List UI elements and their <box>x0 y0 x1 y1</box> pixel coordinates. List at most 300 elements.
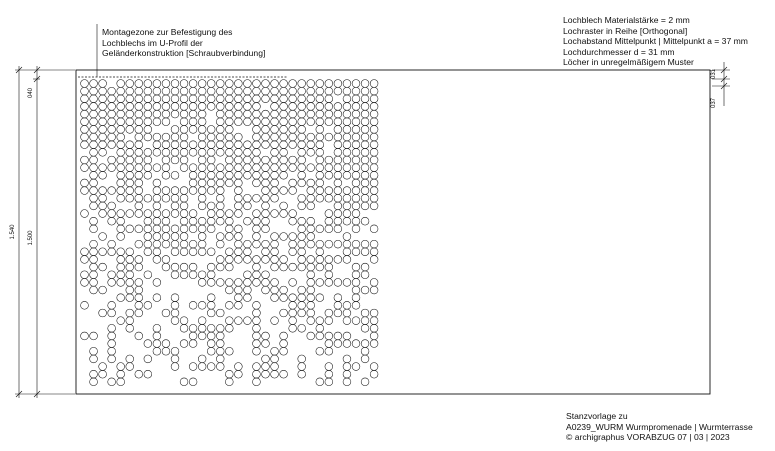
perforation-hole <box>162 141 170 149</box>
perforation-hole <box>370 340 378 348</box>
perforation-hole <box>108 187 116 195</box>
perforation-hole <box>180 148 188 156</box>
perforation-hole <box>244 217 252 225</box>
perforation-hole <box>325 80 333 88</box>
perforation-hole <box>361 240 369 248</box>
perforation-hole <box>316 179 324 187</box>
perforation-hole <box>244 103 252 111</box>
perforation-hole <box>189 110 197 118</box>
perforation-hole <box>316 240 324 248</box>
perforation-hole <box>280 141 288 149</box>
perforation-hole <box>280 95 288 103</box>
perforation-hole <box>262 286 270 294</box>
perforation-hole <box>99 309 107 317</box>
perforation-hole <box>216 95 224 103</box>
perforation-hole <box>117 125 125 133</box>
perforation-hole <box>216 355 224 363</box>
perforation-hole <box>216 233 224 241</box>
perforation-hole <box>216 164 224 172</box>
perforation-hole <box>234 286 242 294</box>
perforation-hole <box>325 363 333 371</box>
perforation-hole <box>180 110 188 118</box>
perforation-hole <box>325 103 333 111</box>
perforation-hole <box>244 294 252 302</box>
perforation-hole <box>262 118 270 126</box>
perforation-hole <box>307 309 315 317</box>
perforation-hole <box>234 202 242 210</box>
perforation-hole <box>135 156 143 164</box>
perforation-hole <box>352 148 360 156</box>
perforation-hole <box>108 118 116 126</box>
perforation-hole <box>180 378 188 386</box>
perforation-hole <box>216 80 224 88</box>
perforation-hole <box>207 87 215 95</box>
perforation-hole <box>370 118 378 126</box>
perforation-hole <box>153 80 161 88</box>
perforation-hole <box>370 95 378 103</box>
perforation-hole <box>117 378 125 386</box>
perforation-hole <box>162 171 170 179</box>
perforation-hole <box>126 256 134 264</box>
perforation-hole <box>244 317 252 325</box>
perforation-hole <box>334 179 342 187</box>
perforation-hole <box>352 103 360 111</box>
perforation-hole <box>262 210 270 218</box>
perforation-hole <box>108 210 116 218</box>
perforation-hole <box>343 309 351 317</box>
perforation-hole <box>271 294 279 302</box>
perforation-hole <box>316 103 324 111</box>
perforation-hole <box>234 164 242 172</box>
perforation-hole <box>343 156 351 164</box>
perforation-hole <box>370 370 378 378</box>
perforation-hole <box>298 370 306 378</box>
perforation-hole <box>325 118 333 126</box>
perforation-hole <box>280 87 288 95</box>
perforation-hole <box>253 279 261 287</box>
spec-line-thickness: Lochblech Materialstärke = 2 mm <box>563 15 690 25</box>
perforation-hole <box>162 110 170 118</box>
perforation-hole <box>334 187 342 195</box>
perforation-hole <box>334 256 342 264</box>
perforation-hole <box>126 294 134 302</box>
perforation-hole <box>171 317 179 325</box>
perforation-hole <box>144 248 152 256</box>
perforation-hole <box>325 256 333 264</box>
perforation-hole <box>189 324 197 332</box>
perforation-hole <box>180 271 188 279</box>
perforation-hole <box>144 87 152 95</box>
perforation-hole <box>325 194 333 202</box>
perforation-hole <box>271 248 279 256</box>
perforation-hole <box>343 355 351 363</box>
perforation-hole <box>225 286 233 294</box>
perforation-hole <box>316 194 324 202</box>
perforation-hole <box>198 87 206 95</box>
perforation-hole <box>316 347 324 355</box>
perforation-hole <box>153 294 161 302</box>
perforation-hole <box>225 256 233 264</box>
perforation-hole <box>244 148 252 156</box>
perforation-hole <box>352 263 360 271</box>
perforation-hole <box>244 271 252 279</box>
perforation-hole <box>90 133 98 141</box>
perforation-hole <box>289 179 297 187</box>
perforation-hole <box>153 340 161 348</box>
perforation-hole <box>343 240 351 248</box>
perforation-hole <box>135 301 143 309</box>
perforation-hole <box>352 286 360 294</box>
perforation-hole <box>343 194 351 202</box>
perforation-hole <box>244 141 252 149</box>
perforation-hole <box>244 164 252 172</box>
perforation-hole <box>216 256 224 264</box>
perforation-hole <box>162 156 170 164</box>
perforation-hole <box>352 133 360 141</box>
perforation-hole <box>108 332 116 340</box>
perforation-hole <box>207 103 215 111</box>
perforation-hole <box>90 141 98 149</box>
perforation-hole <box>135 202 143 210</box>
perforation-hole <box>135 210 143 218</box>
perforation-hole <box>99 110 107 118</box>
perforation-hole <box>253 317 261 325</box>
perforation-hole <box>370 133 378 141</box>
perforation-hole <box>253 80 261 88</box>
perforation-hole <box>280 171 288 179</box>
perforation-hole <box>171 133 179 141</box>
perforation-hole <box>253 171 261 179</box>
perforation-hole <box>352 118 360 126</box>
perforation-hole <box>153 217 161 225</box>
perforation-hole <box>225 279 233 287</box>
perforation-hole <box>253 240 261 248</box>
perforation-hole <box>325 187 333 195</box>
perforation-hole <box>153 95 161 103</box>
perforation-hole <box>361 87 369 95</box>
perforation-hole <box>325 340 333 348</box>
spec-line-grid: Lochraster in Reihe [Orthogonal] <box>563 25 688 36</box>
perforation-hole <box>361 378 369 386</box>
perforation-hole <box>343 248 351 256</box>
perforation-hole <box>162 194 170 202</box>
perforation-hole <box>262 164 270 172</box>
perforation-hole <box>316 187 324 195</box>
perforation-hole <box>207 217 215 225</box>
perforation-hole <box>189 148 197 156</box>
perforation-hole <box>325 164 333 172</box>
perforation-hole <box>180 187 188 195</box>
perforation-hole <box>253 370 261 378</box>
perforation-hole <box>144 301 152 309</box>
perforation-hole <box>325 263 333 271</box>
perforation-hole <box>307 148 315 156</box>
perforation-hole <box>198 202 206 210</box>
perforation-hole <box>207 271 215 279</box>
perforation-hole <box>180 133 188 141</box>
perforation-hole <box>244 80 252 88</box>
perforation-hole <box>253 271 261 279</box>
perforation-hole <box>325 317 333 325</box>
perforation-hole <box>361 286 369 294</box>
perforation-hole <box>225 80 233 88</box>
perforation-hole <box>189 340 197 348</box>
perforation-hole <box>271 370 279 378</box>
perforation-hole <box>162 233 170 241</box>
perforation-hole <box>216 194 224 202</box>
perforation-hole <box>135 263 143 271</box>
perforation-hole <box>361 317 369 325</box>
perforation-hole <box>234 148 242 156</box>
perforation-hole <box>361 309 369 317</box>
perforation-hole <box>108 103 116 111</box>
perforation-hole <box>126 80 134 88</box>
perforation-hole <box>216 363 224 371</box>
perforation-hole <box>108 279 116 287</box>
perforation-hole <box>316 164 324 172</box>
perforation-hole <box>298 248 306 256</box>
perforation-hole <box>117 370 125 378</box>
perforation-hole <box>144 164 152 172</box>
perforation-hole <box>117 294 125 302</box>
perforation-hole <box>289 187 297 195</box>
perforation-hole <box>162 148 170 156</box>
perforation-hole <box>225 248 233 256</box>
perforation-hole <box>207 164 215 172</box>
perforation-hole <box>262 340 270 348</box>
perforation-hole <box>343 317 351 325</box>
perforation-hole <box>135 279 143 287</box>
perforation-hole <box>198 187 206 195</box>
perforation-hole <box>180 240 188 248</box>
perforation-hole <box>352 110 360 118</box>
perforation-hole <box>162 95 170 103</box>
perforation-hole <box>289 309 297 317</box>
perforation-hole <box>244 95 252 103</box>
perforation-hole <box>289 263 297 271</box>
perforation-hole <box>361 355 369 363</box>
perforation-hole <box>307 317 315 325</box>
perforation-hole <box>108 340 116 348</box>
perforation-hole <box>325 95 333 103</box>
perforation-hole <box>343 110 351 118</box>
perforation-hole <box>171 363 179 371</box>
perforation-hole <box>108 133 116 141</box>
perforation-hole <box>298 125 306 133</box>
perforation-hole <box>262 248 270 256</box>
perforation-hole <box>280 256 288 264</box>
perforation-hole <box>262 271 270 279</box>
perforation-hole <box>126 309 134 317</box>
perforation-hole <box>117 118 125 126</box>
perforation-hole <box>271 263 279 271</box>
perforation-hole <box>307 110 315 118</box>
perforation-hole <box>108 125 116 133</box>
perforation-hole <box>216 141 224 149</box>
perforation-hole <box>262 363 270 371</box>
perforation-hole <box>225 317 233 325</box>
perforation-hole <box>225 225 233 233</box>
perforation-hole <box>298 355 306 363</box>
perforation-hole <box>271 171 279 179</box>
perforation-hole <box>189 271 197 279</box>
perforation-hole <box>262 87 270 95</box>
perforation-hole <box>280 187 288 195</box>
mounting-note-line-2: Lochblechs im U-Profil der <box>102 37 203 48</box>
perforation-hole <box>280 118 288 126</box>
perforation-hole <box>307 217 315 225</box>
perforation-hole <box>343 171 351 179</box>
perforation-hole <box>234 363 242 371</box>
perforation-hole <box>180 194 188 202</box>
perforation-hole <box>135 171 143 179</box>
perforation-hole <box>271 240 279 248</box>
perforation-hole <box>244 240 252 248</box>
perforation-hole <box>99 286 107 294</box>
perforation-hole <box>262 332 270 340</box>
perforation-hole <box>126 95 134 103</box>
perforation-hole <box>207 202 215 210</box>
perforation-hole <box>99 263 107 271</box>
perforation-hole <box>144 271 152 279</box>
perforation-hole <box>253 217 261 225</box>
perforation-hole <box>198 118 206 126</box>
perforation-hole <box>99 87 107 95</box>
perforation-hole <box>316 332 324 340</box>
perforation-hole <box>234 317 242 325</box>
perforation-hole <box>180 233 188 241</box>
perforation-hole <box>81 271 89 279</box>
perforation-hole <box>370 317 378 325</box>
perforation-hole <box>234 240 242 248</box>
perforation-hole <box>171 103 179 111</box>
perforation-hole <box>262 256 270 264</box>
perforation-hole <box>135 370 143 378</box>
perforation-hole <box>262 240 270 248</box>
perforation-hole <box>343 148 351 156</box>
perforation-hole <box>289 125 297 133</box>
perforation-hole <box>126 248 134 256</box>
perforation-hole <box>352 279 360 287</box>
perforation-hole <box>81 87 89 95</box>
perforation-hole <box>370 256 378 264</box>
perforation-hole <box>289 133 297 141</box>
perforation-hole <box>135 141 143 149</box>
perforation-hole <box>298 171 306 179</box>
perforation-hole <box>135 240 143 248</box>
perforation-hole <box>289 164 297 172</box>
perforation-hole <box>171 110 179 118</box>
perforation-hole <box>135 286 143 294</box>
perforation-hole <box>207 363 215 371</box>
perforation-hole <box>198 179 206 187</box>
perforation-hole <box>271 103 279 111</box>
perforation-hole <box>334 171 342 179</box>
perforation-hole <box>343 118 351 126</box>
perforation-hole <box>216 103 224 111</box>
perforation-hole <box>370 125 378 133</box>
perforation-hole <box>234 301 242 309</box>
perforation-hole <box>298 164 306 172</box>
perforation-hole <box>361 340 369 348</box>
perforation-hole <box>216 179 224 187</box>
perforation-hole <box>90 279 98 287</box>
perforation-hole <box>135 95 143 103</box>
perforation-hole <box>153 240 161 248</box>
perforation-hole <box>352 179 360 187</box>
perforation-hole <box>234 118 242 126</box>
perforation-hole <box>289 95 297 103</box>
perforation-hole <box>99 210 107 218</box>
perforation-hole <box>325 133 333 141</box>
perforation-hole <box>81 332 89 340</box>
dim-right-a: 031 <box>711 68 717 80</box>
perforation-hole <box>289 210 297 218</box>
perforation-hole <box>144 171 152 179</box>
perforation-hole <box>253 133 261 141</box>
perforation-hole <box>316 263 324 271</box>
perforation-hole <box>135 110 143 118</box>
perforation-hole <box>117 317 125 325</box>
perforation-hole <box>298 179 306 187</box>
perforation-hole <box>81 187 89 195</box>
perforation-hole <box>108 217 116 225</box>
perforation-hole <box>289 301 297 309</box>
perforation-hole <box>117 110 125 118</box>
perforation-hole <box>334 156 342 164</box>
perforation-hole <box>180 103 188 111</box>
perforation-hole <box>216 309 224 317</box>
perforation-hole <box>189 225 197 233</box>
perforation-hole <box>126 103 134 111</box>
perforation-hole <box>108 301 116 309</box>
perforation-hole <box>216 133 224 141</box>
perforation-hole <box>316 156 324 164</box>
perforation-hole <box>153 118 161 126</box>
perforation-hole <box>334 309 342 317</box>
perforation-hole <box>81 95 89 103</box>
perforation-hole <box>352 317 360 325</box>
perforation-hole <box>307 118 315 126</box>
perforation-hole <box>271 317 279 325</box>
perforation-hole <box>108 248 116 256</box>
perforation-hole <box>189 240 197 248</box>
perforation-hole <box>198 194 206 202</box>
perforation-hole <box>234 179 242 187</box>
perforation-hole <box>370 363 378 371</box>
perforation-hole <box>144 240 152 248</box>
perforation-hole <box>234 210 242 218</box>
perforation-hole <box>171 202 179 210</box>
perforation-hole <box>271 95 279 103</box>
perforation-hole <box>90 187 98 195</box>
perforation-hole <box>316 294 324 302</box>
perforation-hole <box>171 87 179 95</box>
perforation-hole <box>216 240 224 248</box>
caption-line-1: Stanzvorlage zu <box>566 411 628 421</box>
perforation-hole <box>90 225 98 233</box>
perforation-hole <box>216 332 224 340</box>
perforation-hole <box>225 118 233 126</box>
perforation-hole <box>99 148 107 156</box>
perforation-hole <box>370 148 378 156</box>
perforation-hole <box>234 80 242 88</box>
perforation-hole <box>307 164 315 172</box>
perforation-hole <box>234 194 242 202</box>
perforation-hole <box>307 279 315 287</box>
perforation-hole <box>135 87 143 95</box>
perforation-hole <box>361 95 369 103</box>
